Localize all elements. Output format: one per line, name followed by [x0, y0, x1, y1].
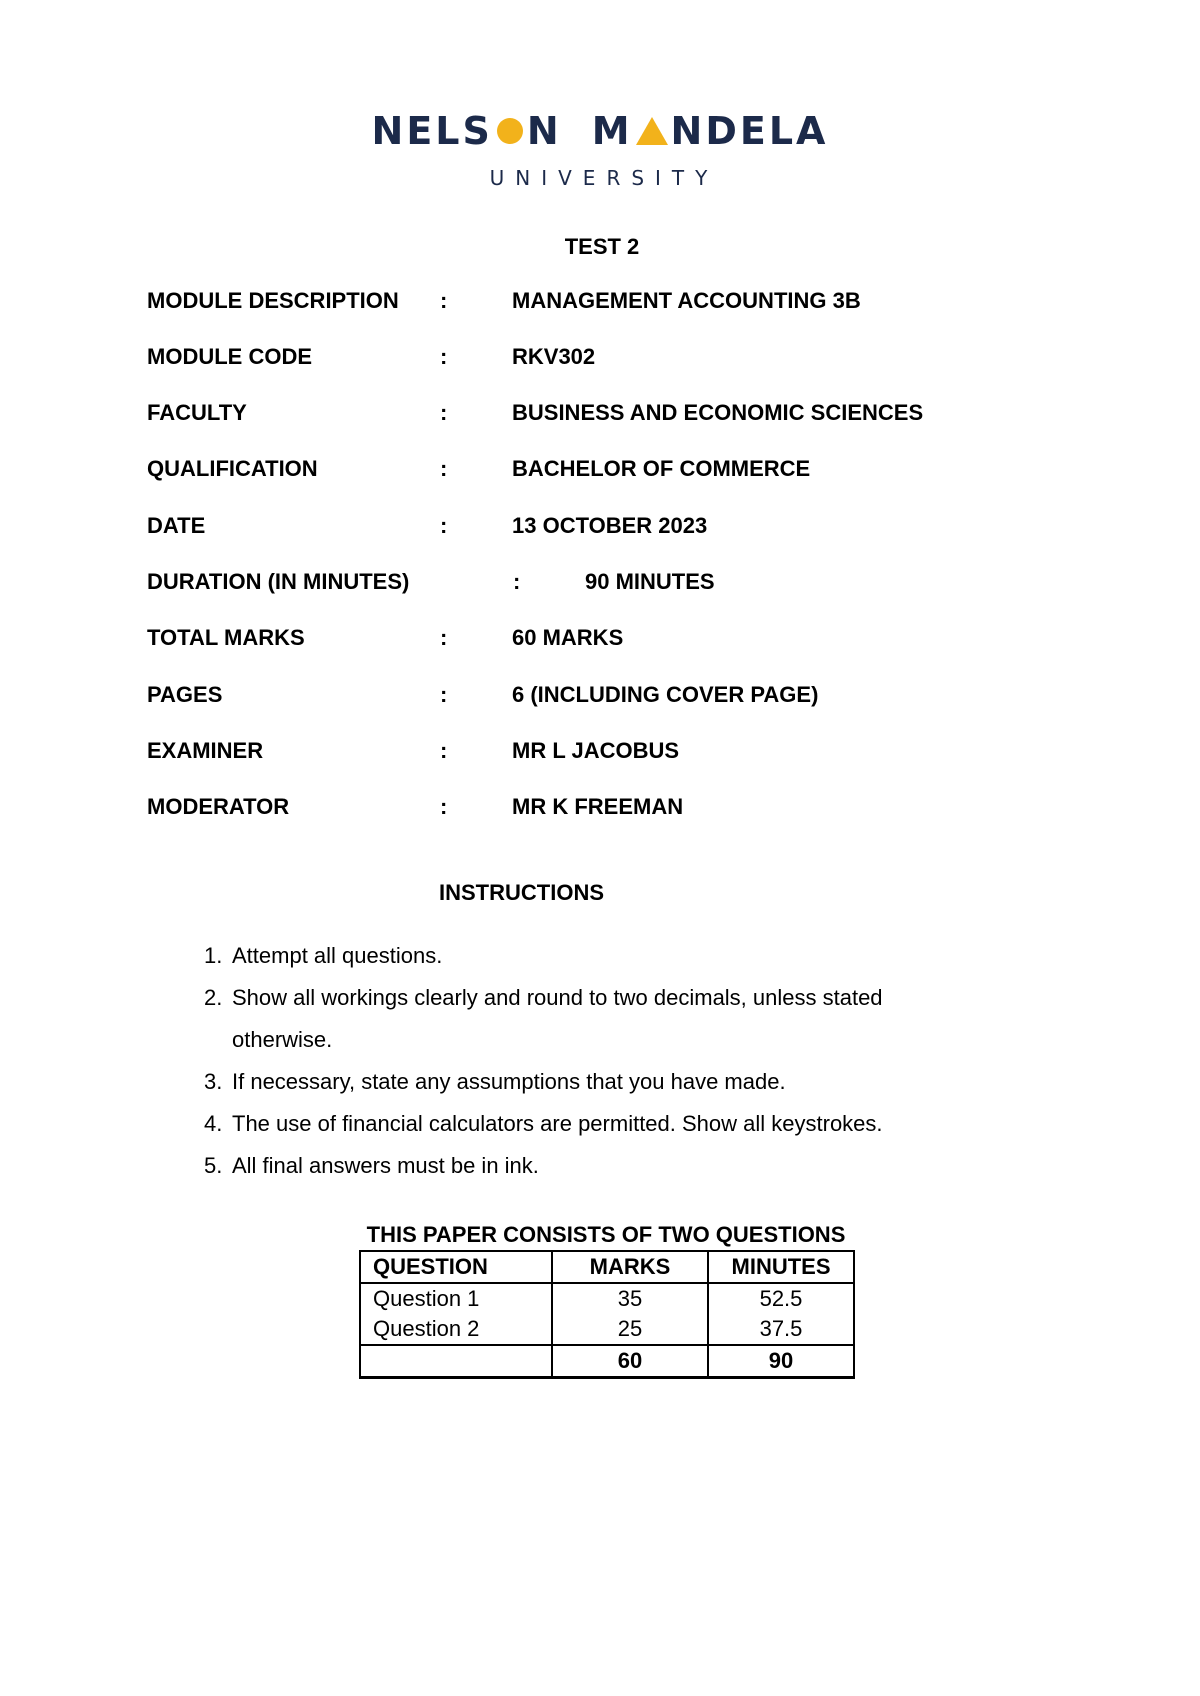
- info-label: MODULE CODE: [147, 344, 312, 369]
- info-colon: :: [440, 794, 448, 819]
- instruction-item: [204, 935, 1004, 977]
- instruction-number: 2.: [204, 985, 223, 1010]
- info-colon: :: [440, 738, 448, 763]
- cell-question: Question 2: [360, 1314, 552, 1345]
- info-value: MR K FREEMAN: [512, 794, 684, 819]
- table-header-row: [360, 1251, 854, 1283]
- info-row-pages: [147, 682, 1097, 712]
- info-colon: :: [440, 288, 448, 313]
- info-value: 6 (INCLUDING COVER PAGE): [512, 682, 819, 707]
- instruction-number: 5.: [204, 1153, 223, 1178]
- info-label: MODERATOR: [147, 794, 290, 819]
- instruction-number: 4.: [204, 1111, 223, 1136]
- info-label: PAGES: [147, 682, 223, 707]
- info-label: QUALIFICATION: [147, 456, 318, 481]
- info-label: TOTAL MARKS: [147, 625, 305, 650]
- question-summary-table: [359, 1250, 855, 1379]
- cell-total-label: [360, 1345, 552, 1378]
- instruction-item: [204, 977, 1004, 1061]
- logo-word-nelson: NELS N: [371, 109, 562, 153]
- triangle-icon: [635, 116, 669, 146]
- info-value: RKV302: [512, 344, 596, 369]
- instructions-list: [204, 935, 1004, 1187]
- university-logo: [0, 109, 1200, 190]
- info-row-duration: [147, 569, 1097, 599]
- info-colon: :: [440, 344, 448, 369]
- info-label: MODULE DESCRIPTION: [147, 288, 399, 313]
- table-row: [360, 1314, 854, 1345]
- header-question: QUESTION: [360, 1251, 552, 1283]
- info-colon: :: [440, 625, 448, 650]
- info-row-faculty: [147, 400, 1097, 430]
- table-total-row: [360, 1345, 854, 1378]
- instruction-number: 3.: [204, 1069, 223, 1094]
- header-minutes: MINUTES: [708, 1251, 854, 1283]
- info-colon: :: [440, 682, 448, 707]
- instruction-text-continued: otherwise.: [232, 1027, 333, 1052]
- instruction-number: 1.: [204, 943, 223, 968]
- info-value: 90 MINUTES: [585, 569, 715, 594]
- cell-marks: 25: [552, 1314, 708, 1345]
- info-label: DURATION (IN MINUTES): [147, 569, 410, 594]
- logo-wordmark: [371, 109, 829, 153]
- sun-circle-icon: [496, 117, 524, 145]
- table-row: [360, 1283, 854, 1314]
- info-row-moderator: [147, 794, 1097, 824]
- cell-marks: 35: [552, 1283, 708, 1314]
- cell-minutes: 37.5: [708, 1314, 854, 1345]
- info-row-examiner: [147, 738, 1097, 768]
- cell-total-marks: 60: [552, 1345, 708, 1378]
- instruction-text: All final answers must be in ink.: [232, 1153, 539, 1178]
- info-colon: :: [513, 569, 521, 594]
- header-marks: MARKS: [552, 1251, 708, 1283]
- info-row-module-description: [147, 288, 1097, 318]
- info-label: FACULTY: [147, 400, 247, 425]
- instructions-heading: INSTRUCTIONS: [439, 880, 604, 905]
- table-heading: THIS PAPER CONSISTS OF TWO QUESTIONS: [366, 1222, 846, 1247]
- info-row-qualification: [147, 456, 1097, 486]
- instruction-text: Show all workings clearly and round to two decimals, unless stated: [232, 985, 883, 1010]
- instruction-item: [204, 1103, 1004, 1145]
- cell-question: Question 1: [360, 1283, 552, 1314]
- info-label: DATE: [147, 513, 206, 538]
- test-title-text: TEST 2: [564, 234, 640, 259]
- info-colon: :: [440, 400, 448, 425]
- instruction-item: [204, 1145, 1004, 1187]
- info-value: BUSINESS AND ECONOMIC SCIENCES: [512, 400, 924, 425]
- info-value: 13 OCTOBER 2023: [512, 513, 708, 538]
- info-label: EXAMINER: [147, 738, 264, 763]
- info-row-total-marks: [147, 625, 1097, 655]
- logo-subtitle: UNIVERSITY: [489, 166, 719, 190]
- instruction-text: Attempt all questions.: [232, 943, 443, 968]
- instruction-item: [204, 1061, 1004, 1103]
- info-value: BACHELOR OF COMMERCE: [512, 456, 811, 481]
- info-value: 60 MARKS: [512, 625, 624, 650]
- info-value: MR L JACOBUS: [512, 738, 680, 763]
- test-title: [0, 234, 1200, 260]
- info-value: MANAGEMENT ACCOUNTING 3B: [512, 288, 861, 313]
- cell-total-minutes: 90: [708, 1345, 854, 1378]
- info-row-date: [147, 513, 1097, 543]
- logo-word-mandela: M NDELA: [591, 109, 829, 153]
- cell-minutes: 52.5: [708, 1283, 854, 1314]
- info-row-module-code: [147, 344, 1097, 374]
- info-colon: :: [440, 456, 448, 481]
- instruction-text: The use of financial calculators are permitted. Show all keystrokes.: [232, 1111, 883, 1136]
- instruction-text: If necessary, state any assumptions that you have made.: [232, 1069, 786, 1094]
- info-colon: :: [440, 513, 448, 538]
